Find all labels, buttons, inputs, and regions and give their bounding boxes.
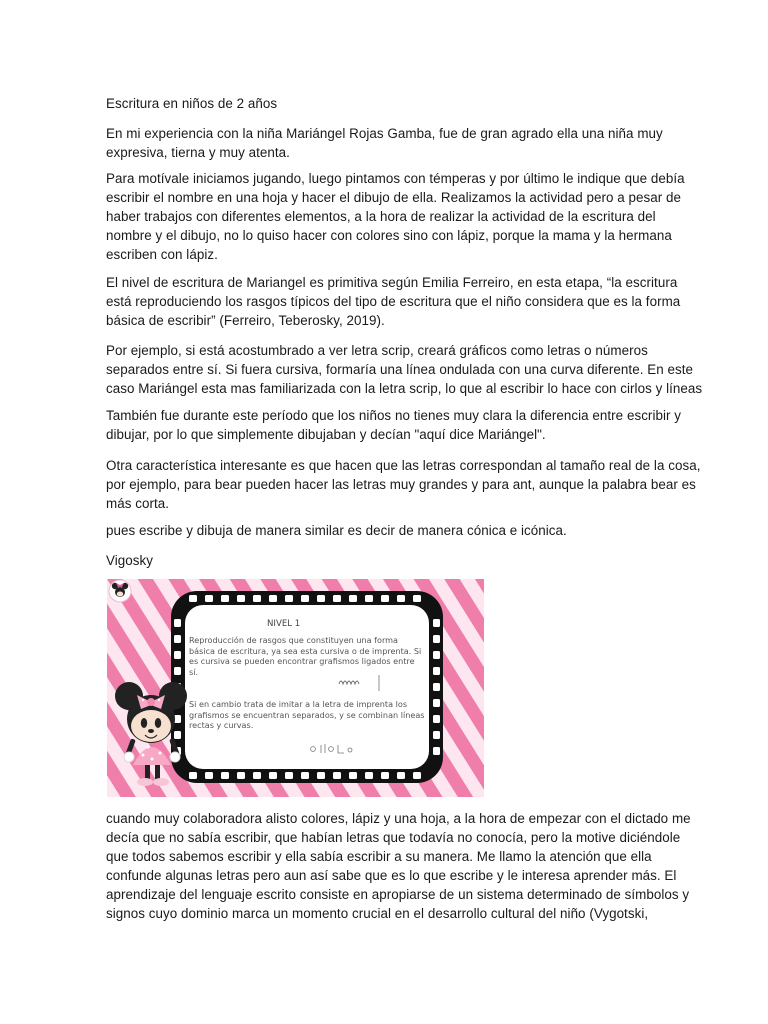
minnie-badge-icon: [109, 580, 131, 602]
card-line: rectas y curvas.: [189, 720, 254, 730]
document-title-block: [106, 94, 666, 113]
text-line: Vigosky: [106, 553, 153, 568]
text-line: Otra característica interesante es que hacen que las letras correspondan al tamaño real de la cosa,: [106, 458, 701, 473]
paragraph-6: [106, 456, 701, 513]
text-line: haber trabajos con diferentes elementos, a la hora de realizar la actividad de la escritura del: [106, 209, 656, 224]
paragraph-5: [106, 406, 682, 444]
card-title: NIVEL 1: [267, 619, 301, 629]
text-line: separados entre sí. Si fuera cursiva, formaría una línea ondulada con una curva diferente. En este: [106, 362, 693, 377]
paragraph-7: [106, 521, 666, 540]
text-line: expresiva, tierna y muy atenta.: [106, 145, 290, 160]
text-line: básica de escribir” (Ferreiro, Teberosky, 2019).: [106, 313, 385, 328]
card-line: básica de escritura, ya sea esta cursiva o de imprenta. Si: [189, 645, 422, 656]
card-line: grafismos se encuentran separados, y se combinan líneas: [189, 709, 425, 720]
text-line: caso Mariángel esta mas familiarizada con la letra scrip, lo que al escribir lo hace con cirlos y líneas: [106, 381, 703, 396]
text-line: También fue durante este período que los niños no tienes muy clara la diferencia entre escribir y: [106, 408, 682, 423]
paragraph-3: [106, 273, 681, 330]
text-line: Por ejemplo, si está acostumbrado a ver letra scrip, creará gráficos como letras o números: [106, 343, 648, 358]
card-line: Reproducción de rasgos que constituyen una forma: [189, 635, 399, 645]
card-line: Si en cambio trata de imitar a la letra de imprenta los: [189, 699, 408, 709]
text-line: más corta.: [106, 496, 170, 511]
paragraph-8: [106, 551, 666, 570]
text-line: escribir el nombre en una hoja y hacer el dibujo de ella. Realizamos la actividad pero a pesar de: [106, 190, 682, 205]
card-text-b: [189, 699, 429, 731]
striped-background: [107, 579, 484, 797]
text-line: por ejemplo, para bear pueden hacer las letras muy grandes y para ant, aunque la palabra bear es: [106, 477, 696, 492]
text-line: pues escribe y dibuja de manera similar es decir de manera cónica e icónica.: [106, 523, 567, 538]
text-line: que todos sabemos escribir y ella sabía escribir a su manera. Me llamo la atención que ella: [106, 849, 652, 864]
text-line: dibujar, por lo que simplemente dibujaban y decían "aquí dice Mariángel".: [106, 427, 546, 442]
text-line: cuando muy colaboradora alisto colores, lápiz y una hoja, a la hora de empezar con el dictado me: [106, 811, 691, 826]
paragraph-4: [106, 341, 703, 398]
text-line: El nivel de escritura de Mariangel es primitiva según Emilia Ferreiro, en esta etapa, “la escritura: [106, 275, 678, 290]
card-text-a: [189, 635, 429, 677]
text-line: En mi experiencia con la niña Mariángel Rojas Gamba, fue de gran agrado ella una niña muy: [106, 126, 663, 141]
card-line: sí.: [189, 666, 199, 677]
text-line: Para motívale iniciamos jugando, luego pintamos con témperas y por último le indique que debía: [106, 171, 685, 186]
text-line: nombre y el dibujo, no lo quiso hacer con colores sino con lápiz, porque la mama y la hermana: [106, 228, 672, 243]
text-line: signos cuyo dominio marca un momento crucial en el desarrollo cultural del niño (Vygotski,: [106, 906, 649, 921]
paragraph-2: [106, 169, 685, 264]
text-line: escriben con lápiz.: [106, 247, 218, 262]
document-title: Escritura en niños de 2 años: [106, 96, 278, 111]
writing-level-image: [107, 579, 484, 797]
text-line: aprendizaje del lenguaje escrito consiste en apropiarse de un sistema determinado de símbolos y: [106, 887, 690, 902]
paragraph-after-image: [106, 809, 691, 923]
text-line: decía que no sabía escribir, que habían letras que todavía no conocía, pero la motive diciéndole: [106, 830, 681, 845]
text-line: está reproduciendo los rasgos típicos del tipo de escritura que el niño considera que es la forma: [106, 294, 681, 309]
card-line: es cursiva se pueden encontrar grafismos ligados entre: [189, 656, 415, 666]
text-line: confunde algunas letras pero aun así sabe que es lo que escribe y le interesa aprender más. El: [106, 868, 677, 883]
paragraph-1: [106, 124, 666, 162]
